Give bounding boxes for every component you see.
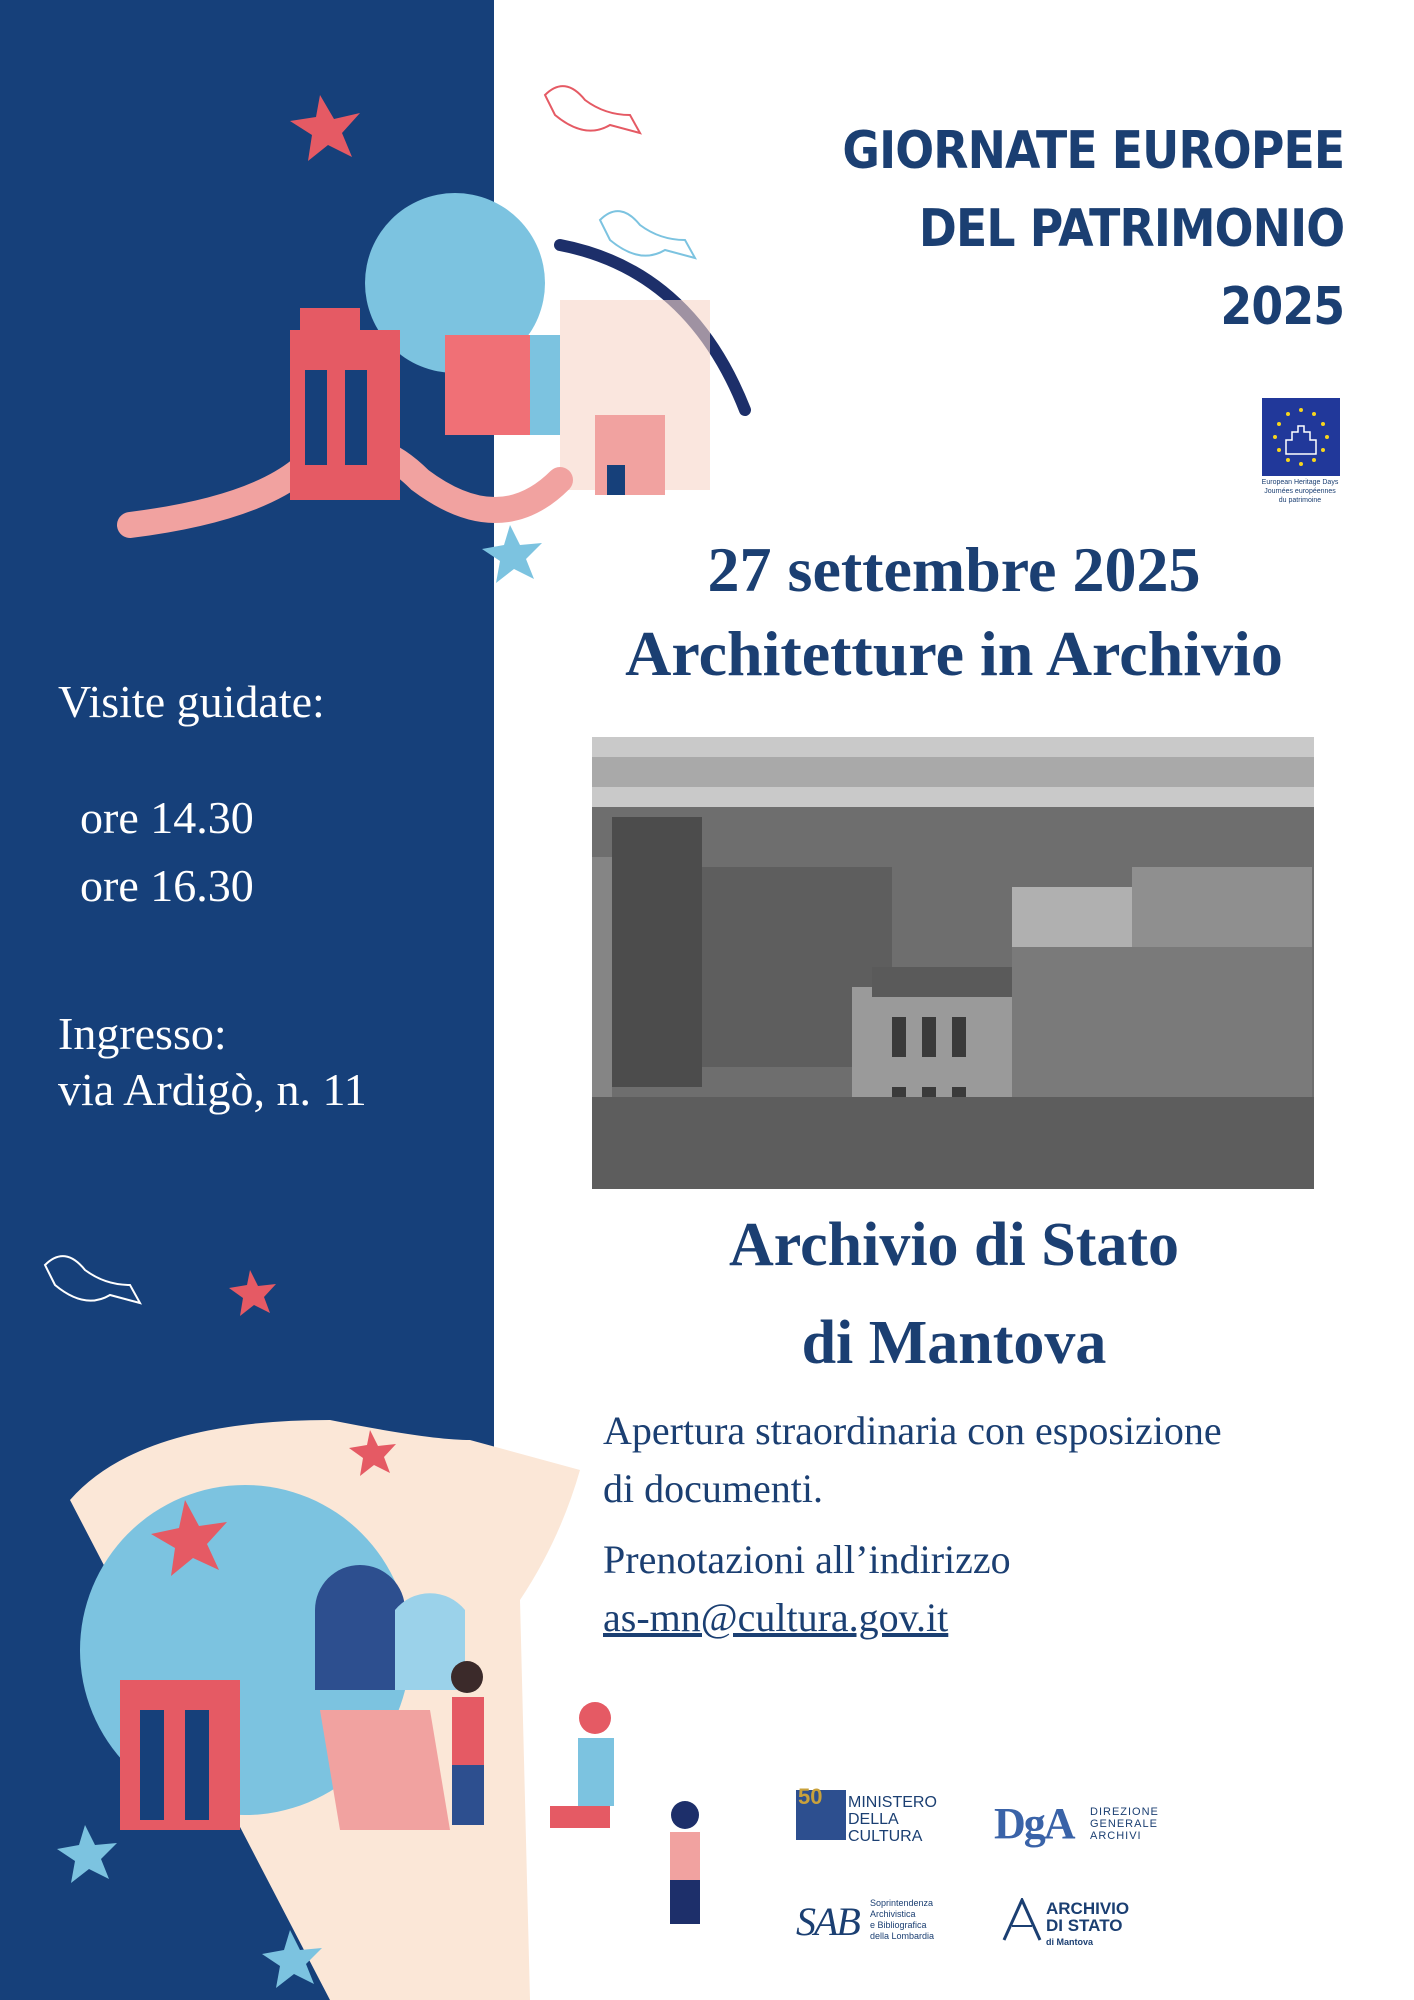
eu-flag-icon: [1262, 398, 1340, 476]
ehd-caption-line: du patrimoine: [1278, 497, 1322, 504]
entrance-label: Ingresso:: [58, 1008, 227, 1059]
event-theme: Architetture in Archivio: [625, 618, 1283, 689]
mic-line: CULTURA: [848, 1828, 923, 1845]
sab-line: Soprintendenza: [870, 1898, 934, 1908]
ehd-caption-line: European Heritage Days: [1261, 479, 1339, 486]
sab-line: e Bibliografica: [870, 1920, 927, 1930]
opening-line: Apertura straordinaria con esposizione: [603, 1408, 1222, 1453]
mic-wordmark: [848, 1794, 958, 1845]
title-line: DEL PATRIMONIO: [918, 199, 1344, 259]
historic-city-photo: [592, 737, 1314, 1189]
event-date: 27 settembre 2025: [707, 534, 1201, 605]
bird-icon: [600, 211, 695, 258]
ehd-caption-line: Journées européennes: [1264, 488, 1336, 495]
sab-line: Archivistica: [870, 1909, 916, 1919]
mic-line: MINISTERO: [848, 1794, 937, 1811]
dga-mark: DgA: [994, 1799, 1074, 1848]
star-icon: [229, 1270, 276, 1316]
visit-time: ore 14.30: [80, 792, 254, 843]
star-icon: [57, 1825, 117, 1883]
booking-label: Prenotazioni all’indirizzo: [603, 1537, 1011, 1582]
bird-icon: [545, 86, 640, 133]
dga-line: DIREZIONE: [1090, 1806, 1159, 1818]
ehd-caption: [1258, 478, 1342, 505]
venue-city: di Mantova: [801, 1309, 1107, 1377]
side-decoration: [45, 1256, 276, 1316]
asm-line: DI STATO: [1046, 1916, 1123, 1935]
venue-name: Archivio di Stato: [728, 1211, 1180, 1279]
booking-text: [603, 1531, 1222, 1647]
info-block: [603, 1402, 1222, 1660]
asm-subline: di Mantova: [1046, 1937, 1094, 1947]
visit-time: ore 16.30: [80, 860, 254, 911]
mic-line: DELLA: [848, 1811, 899, 1828]
opening-text: [603, 1402, 1222, 1518]
dga-line: GENERALE: [1090, 1818, 1158, 1830]
sponsor-logos: [790, 1784, 1210, 1960]
event-date-block: [494, 528, 1414, 696]
visits-heading: Visite guidate:: [58, 676, 325, 727]
top-illustration: [130, 86, 745, 583]
star-icon: [290, 95, 360, 161]
dga-logo: [994, 1798, 1159, 1849]
sab-mark: SAB: [796, 1899, 859, 1944]
title-line: 2025: [1220, 277, 1344, 337]
asm-wordmark: [1046, 1900, 1166, 1951]
dga-line: ARCHIVI: [1090, 1830, 1142, 1842]
asm-line: ARCHIVIO: [1046, 1899, 1130, 1918]
event-title: [842, 112, 1344, 346]
dga-wordmark: [1090, 1806, 1180, 1842]
mic-anniversary-number: 50: [798, 1784, 823, 1809]
bird-icon: [45, 1256, 140, 1303]
sab-line: della Lombardia: [870, 1931, 935, 1941]
booking-email-link[interactable]: as-mn@cultura.gov.it: [603, 1595, 949, 1640]
title-line: GIORNATE EUROPEE: [842, 121, 1344, 181]
opening-line: di documenti.: [603, 1466, 823, 1511]
european-heritage-days-logo: [1262, 398, 1344, 505]
archive-a-icon: [1002, 1898, 1042, 1942]
sab-logo: [796, 1898, 935, 1945]
entrance-address: via Ardigò, n. 11: [58, 1064, 367, 1115]
sab-wordmark: [870, 1898, 980, 1942]
venue-block: [594, 1196, 1314, 1392]
archivio-stato-mantova-logo: [1002, 1898, 1130, 1947]
